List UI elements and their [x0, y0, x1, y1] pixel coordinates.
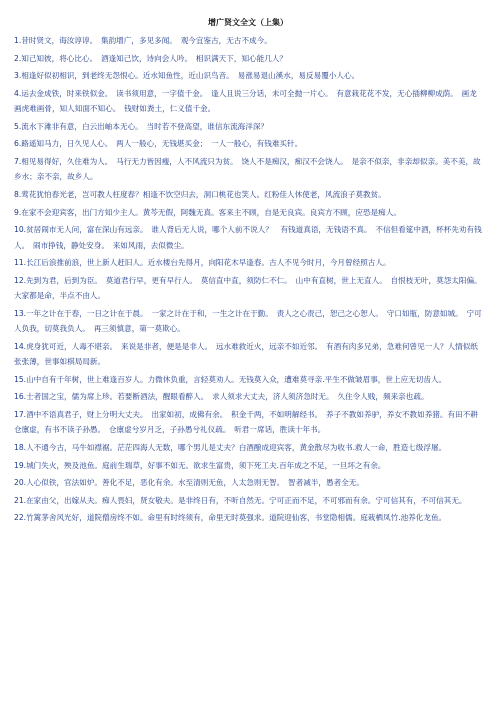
verse-entry: 13.一年之计在于春，一日之计在于晨。 一家之计在于和，一生之计在于勤。 责人之心责己，恕己之心恕人。 守口如瓶，防意如城。 宁可人负我，切莫我负人。 再三须慎意，第一莫欺心。: [14, 308, 482, 334]
verse-entry: 5.流水下滩非有意，白云出岫本无心。 当时若不登高望，谁信东流海洋深？: [14, 121, 269, 131]
verse-entry: 17.酒中不语真君子，财上分明大丈夫。 出家如初，成佛有余。 积金千两，不如明解经书。 养子不教如养驴，养女不教如养猪。有田不耕仓廪虚，有书不读子孙愚。 仓廪虚兮岁月乏，子孙愚兮礼仪疏。 听君一席话，胜读十年书。: [14, 409, 478, 435]
verse-entry: 16.士者国之宝，儒为席上珍。若要断酒法，醒眼看醉人。 求人须求大丈夫，济人须济急时无。 久住令人贱，频来亲也疏。: [14, 392, 429, 402]
verse-entry: 14.虎身犹可近，人毒不堪亲。 来说是非者，便是是非人。 远水难救近火，远亲不如近邻。 有酒有肉多兄弟，急难何曾见一人？人情似纸张张薄，世事如棋局局新。: [14, 341, 478, 367]
verse-entry: 18.人不通今古，马牛如襟裾。茫茫四海人无数，哪个男儿是丈夫？白酒酿成迎宾客，黄金散尽为收书.救人一命，胜造七级浮屠。: [14, 442, 447, 452]
verse-entry: 22.竹篱茅舍风光好，道院僧房终不如。命里有时终须有，命里无时莫强求。道院迎仙客，书堂隐相儒。庭栽栖凤竹.池养化龙鱼。: [14, 513, 447, 523]
verse-list: [14, 33, 482, 526]
verse-entry: 6.路遥知马力，日久见人心。 两人一般心，无钱堪买金； 一人一般心，有钱难买针。: [14, 139, 303, 149]
document-title: 增广贤文全文（上集）: [208, 18, 288, 27]
verse-entry: 10.贫居闹市无人问，富在深山有远亲。 谁人背后无人说，哪个人前不说人？ 有钱道真语，无钱语不真。 不信但看筵中酒，杯杯先劝有钱人。 闹市挣钱，静处安身。 来如风雨，去似微尘。: [14, 225, 482, 250]
verse-entry: 20.人心似铁，官法如炉。善化不足，恶化有余。水至清则无鱼，人太急则无智。 智者减半，愚者全无。: [14, 478, 364, 488]
verse-entry: 7.相见易得好，久住难为人。 马行无力皆因瘦，人不风流只为贫。 饶人不是痴汉，痴汉不会饶人。 是亲不似亲，非亲却似亲。美不美，故乡水；亲不亲，故乡人。: [14, 156, 481, 182]
verse-entry: 12.先到为君，后到为臣。 莫道君行早，更有早行人。 莫信直中直，须防仁不仁。 山中有直树，世上无直人。 自恨枝无叶，莫怨太阳偏。大家都是命，半点不由人。: [14, 275, 482, 301]
verse-entry: 19.城门失火，殃及池鱼。庭前生瑞草，好事不如无。欲求生富贵，须下死工夫.百年成之不足，一旦坏之有余。: [14, 460, 386, 470]
verse-entry: 11.长江后浪推前浪，世上新人赶旧人。近水楼台先得月，向阳花木早逢春。古人不见今时月，今月曾经照古人。: [14, 258, 391, 268]
verse-entry: 2.知己知彼，将心比心。 酒逢知己饮，诗向会人吟。 相识满天下，知心能几人？: [14, 53, 288, 63]
verse-entry: 15.山中自有千年树，世上难逢百岁人。力微休负重，言轻莫劝人。无钱莫入众，遭难莫寻亲.平生不做皱眉事，世上应无切齿人。: [14, 374, 447, 384]
verse-entry: 9.在家不会迎宾客，出门方知少主人。黄芩无假，阿魏无真。客来主不顾，自是无良宾。良宾方不顾，应恐是痴人。: [14, 207, 401, 217]
verse-entry: 1.昔时贤文，诲汝谆谆。 集韵增广，多见多闻。 观今宜鉴古，无古不成今。: [14, 36, 272, 45]
verse-entry: 8.莺花犹怕春光老，岂可教人枉度春？相逢不饮空归去，洞口桃花也笑人。红粉佳人休使老，风流浪子莫教贫。: [14, 189, 386, 199]
verse-entry: 21.在家由父，出嫁从夫。痴人畏妇，贤女敬夫。是非终日有，不听自然无。宁可正而不足，不可邪而有余。宁可信其有，不可信其无。: [14, 495, 467, 505]
verse-entry: 4.运去金成铁，时来铁似金。 读书须用意，一字值千金。 逢人且说三分话，未可全抛一片心。 有意栽花花不发，无心插柳柳成荫。 画龙画虎难画骨，知人知面不知心。 钱财如粪土，仁义值千金。: [14, 88, 477, 114]
verse-entry: 3.相逢好似初相识，到老终无怨恨心。近水知鱼性，近山识鸟音。 易涨易退山溪水，易反易覆小人心。: [14, 71, 360, 81]
